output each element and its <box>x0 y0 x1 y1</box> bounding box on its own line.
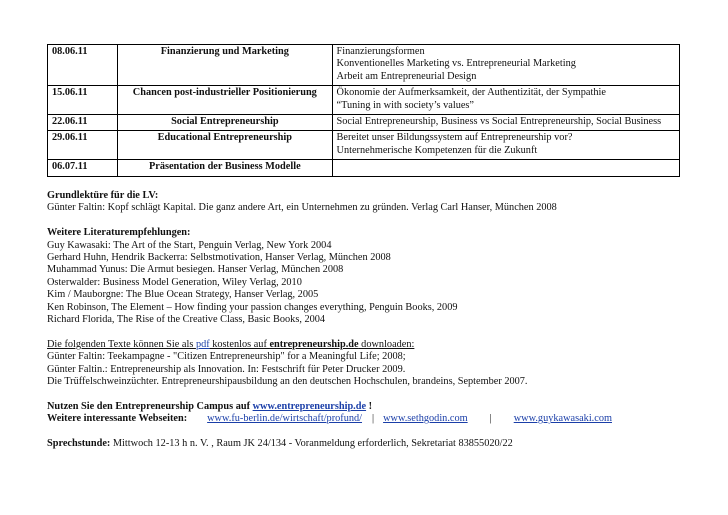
schedule-row <box>48 45 680 86</box>
schedule-date: 15.06.11 <box>48 86 118 115</box>
schedule-details <box>332 131 679 160</box>
schedule-details <box>332 160 679 176</box>
link-separator: | <box>372 413 375 425</box>
campus-line <box>47 401 697 413</box>
schedule-topic: Educational Entrepreneurship <box>118 131 332 160</box>
campus-suffix: ! <box>366 400 373 412</box>
schedule-detail-line: Arbeit am Entrepreneurial Design <box>336 70 477 82</box>
sprechstunde-label: Sprechstunde: <box>47 438 111 450</box>
schedule-detail-line: Bereitet unser Bildungssystem auf Entrepreneurship vor? <box>336 132 573 144</box>
download-item: Günter Faltin.: Entrepreneurship als Innovation. In: Festschrift für Peter Drucker 2009. <box>47 363 406 375</box>
entrepreneurship-site-link[interactable]: entrepreneurship.de <box>269 338 359 350</box>
download-section <box>47 339 697 389</box>
sprechstunde-text: Mittwoch 12-13 h n. V. , Raum JK 24/134 - Voranmeldung erforderlich, Sekretariat 83855020/22 <box>110 438 513 450</box>
download-intro <box>47 339 697 351</box>
schedule-detail-line: Finanzierungsformen <box>336 46 425 57</box>
schedule-detail-line: “Tuning in with society’s values” <box>336 99 475 111</box>
grundlektuere-heading: Grundlektüre für die LV: <box>47 190 159 201</box>
schedule-topic: Social Entrepreneurship <box>118 115 332 131</box>
campus-link[interactable]: www.entrepreneurship.de <box>252 400 367 412</box>
literatur-section <box>47 227 697 326</box>
sprechstunde-line <box>47 438 697 450</box>
schedule-date: 22.06.11 <box>48 115 118 131</box>
grundlektuere-text: Günter Faltin: Kopf schlägt Kapital. Die ganz andere Art, ein Unternehmen zu gründen. Verlag Carl Hanser, München 2008 <box>47 202 557 214</box>
document-content <box>47 190 697 450</box>
schedule-detail-line: Unternehmerische Kompetenzen für die Zukunft <box>336 144 538 156</box>
schedule-row <box>48 115 680 131</box>
websites-label: Weitere interessante Webseiten: <box>47 413 188 425</box>
schedule-body <box>48 45 680 177</box>
sethgodin-link[interactable]: www.sethgodin.com <box>383 413 468 425</box>
schedule-row <box>48 86 680 115</box>
download-item: Günter Faltin: Teekampagne - "Citizen Entrepreneurship" for a Meaningful Life; 2008; <box>47 351 406 363</box>
schedule-row <box>48 160 680 176</box>
schedule-date: 29.06.11 <box>48 131 118 160</box>
links-section <box>47 401 697 426</box>
schedule-date: 06.07.11 <box>48 160 118 176</box>
schedule-topic: Chancen post-industrieller Positionierung <box>118 86 332 115</box>
literatur-item: Osterwalder: Business Model Generation, Wiley Verlag, 2010 <box>47 276 302 288</box>
pdf-link[interactable]: pdf <box>195 338 210 350</box>
download-middle: kostenlos auf <box>209 338 270 350</box>
websites-line <box>47 413 697 425</box>
schedule-details <box>332 45 679 86</box>
schedule-details <box>332 115 679 131</box>
literatur-item: Ken Robinson, The Element – How finding your passion changes everything, Penguin Books, 2009 <box>47 301 458 313</box>
literatur-item: Kim / Mauborgne: The Blue Ocean Strategy, Hanser Verlag, 2005 <box>47 289 319 301</box>
schedule-detail-line <box>337 161 675 173</box>
campus-prefix: Nutzen Sie den Entrepreneurship Campus auf <box>47 400 253 412</box>
schedule-details <box>332 86 679 115</box>
schedule-topic: Präsentation der Business Modelle <box>118 160 332 176</box>
literatur-heading: Weitere Literaturempfehlungen: <box>47 227 191 239</box>
literatur-item: Guy Kawasaki: The Art of the Start, Penguin Verlag, New York 2004 <box>47 239 332 251</box>
schedule-row <box>48 131 680 160</box>
link-separator: | <box>489 413 492 425</box>
literatur-item: Gerhard Huhn, Hendrik Backerra: Selbstmotivation, Hanser Verlag, München 2008 <box>47 252 391 264</box>
schedule-topic: Finanzierung und Marketing <box>118 45 332 86</box>
schedule-detail-line: Social Entrepreneurship, Business vs Social Entrepreneurship, Social Business <box>336 116 662 128</box>
grundlektuere-section <box>47 190 697 215</box>
download-prefix: Die folgenden Texte können Sie als <box>47 338 196 350</box>
schedule-table <box>47 44 680 177</box>
fu-berlin-link[interactable]: www.fu-berlin.de/wirtschaft/profund/ <box>207 413 363 425</box>
download-item: Die Trüffelschweinzüchter. Entrepreneurshipausbildung an den deutschen Hochschulen, brandeins, September 2007. <box>47 376 528 388</box>
download-suffix: downloaden: <box>358 338 415 350</box>
literatur-item: Richard Florida, The Rise of the Creative Class, Basic Books, 2004 <box>47 314 326 326</box>
schedule-detail-line: Ökonomie der Aufmerksamkeit, der Authentizität, der Sympathie <box>336 87 606 99</box>
schedule-date: 08.06.11 <box>48 45 118 86</box>
guykawasaki-link[interactable]: www.guykawasaki.com <box>513 413 612 425</box>
schedule-detail-line: Konventionelles Marketing vs. Entrepreneurial Marketing <box>336 58 576 70</box>
literatur-item: Muhammad Yunus: Die Armut besiegen. Hanser Verlag, München 2008 <box>47 264 344 276</box>
